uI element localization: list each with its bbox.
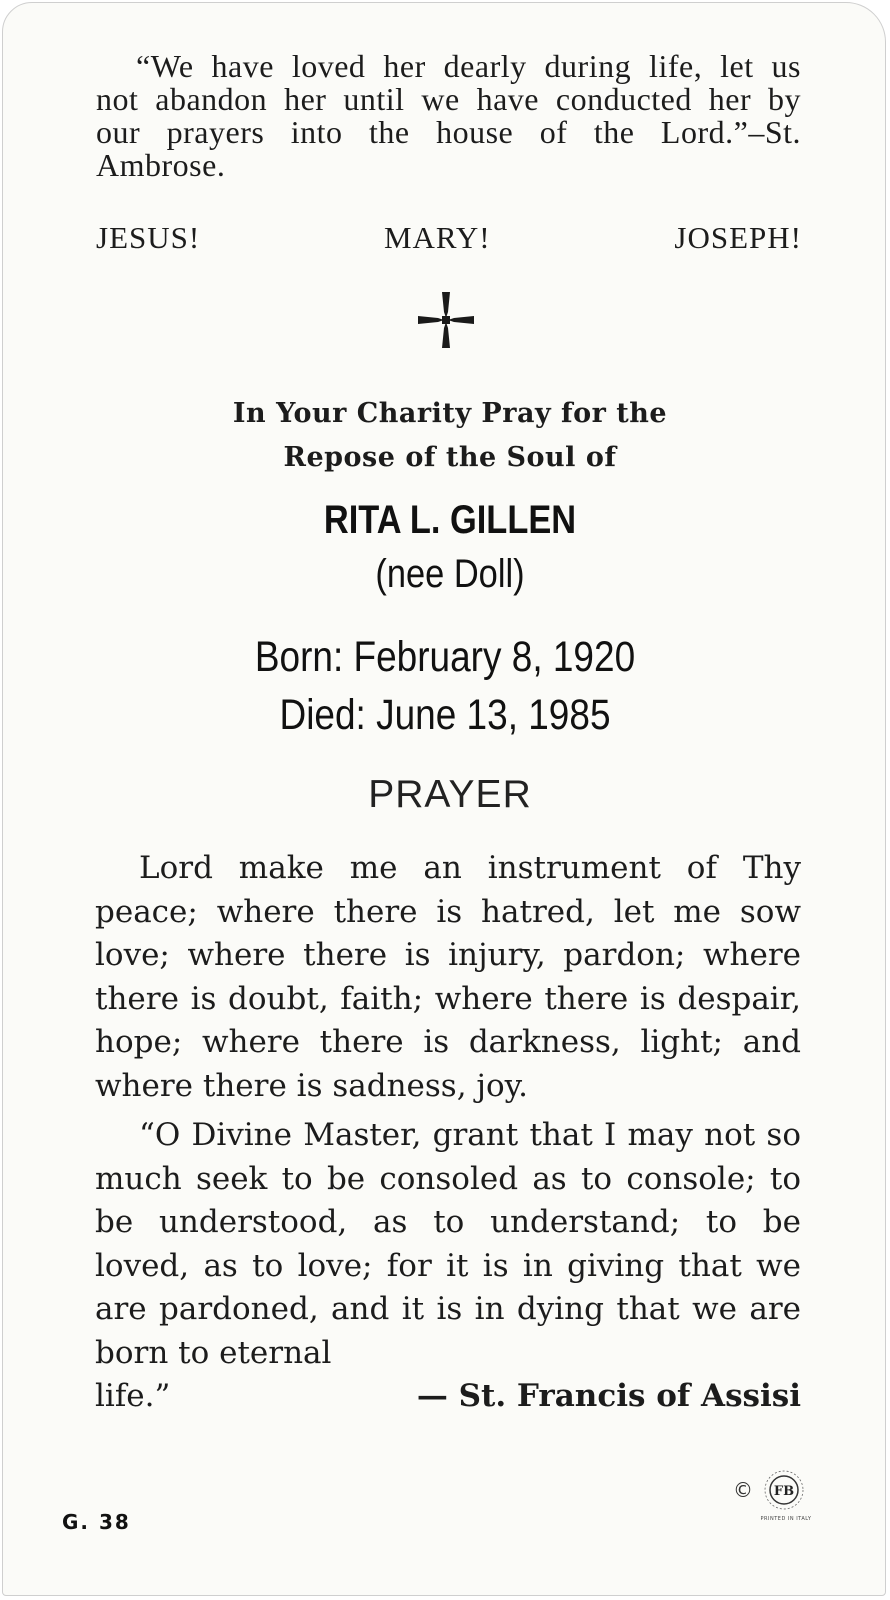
birth-date: Born: February 8, 1920 — [254, 633, 636, 681]
quote-line-2: life, let us not abandon her until we — [96, 48, 802, 117]
logo-letters: FB — [773, 1484, 795, 1499]
death-date: Died: June 13, 1985 — [279, 691, 611, 739]
holy-name-joseph: JOSEPH! — [674, 220, 802, 255]
prayer-paragraph-2: “O Divine Master, grant that I may not so much seek to be consoled as to console; to be understood, as to understand; to be loved, as to love; for it is in giving that we are pardoned, and it is in dying that we are born to eternal — [95, 1117, 801, 1371]
prayer-closing-row — [95, 1375, 801, 1419]
quote-line-1: “We have loved her dearly during — [136, 48, 650, 84]
holy-name-mary: MARY! — [383, 220, 491, 255]
cross-pattee-icon — [416, 290, 476, 350]
holy-name-jesus: JESUS! — [96, 220, 201, 255]
holy-names-row — [96, 220, 802, 256]
quote-line-4: the house of the Lord.”–St. Ambrose. — [96, 114, 802, 183]
prayer-title: PRAYER — [368, 773, 532, 816]
prayer-paragraph-1: Lord make me an instrument of Thy peace; where there is hatred, let me sow love; where there is injury, pardon; where there is doubt, faith; where there is despair, hope; where there is darkness, light; and where there is sadness, joy. — [95, 850, 801, 1104]
dedication-line-1: In Your Charity Pray for the — [232, 398, 668, 429]
form-code: G. 38 — [62, 1510, 131, 1534]
dedication — [120, 392, 780, 480]
life-dates — [100, 628, 790, 744]
prayer-closing: life.” — [95, 1378, 171, 1414]
deceased-name: RITA L. GILLEN — [323, 498, 577, 542]
maiden-name: (nee Doll) — [375, 552, 525, 596]
quote-line-3: have conducted her by our prayers into — [96, 81, 802, 150]
printed-in-italy: PRINTED IN ITALY — [760, 1516, 812, 1522]
publisher-seal-logo — [754, 1466, 818, 1524]
copyright-icon: © — [733, 1478, 753, 1502]
prayer-attribution: — St. Francis of Assisi — [416, 1378, 801, 1414]
prayer-body — [95, 847, 801, 1419]
st-ambrose-quote — [96, 50, 801, 182]
dedication-line-2: Repose of the Soul of — [283, 442, 617, 473]
